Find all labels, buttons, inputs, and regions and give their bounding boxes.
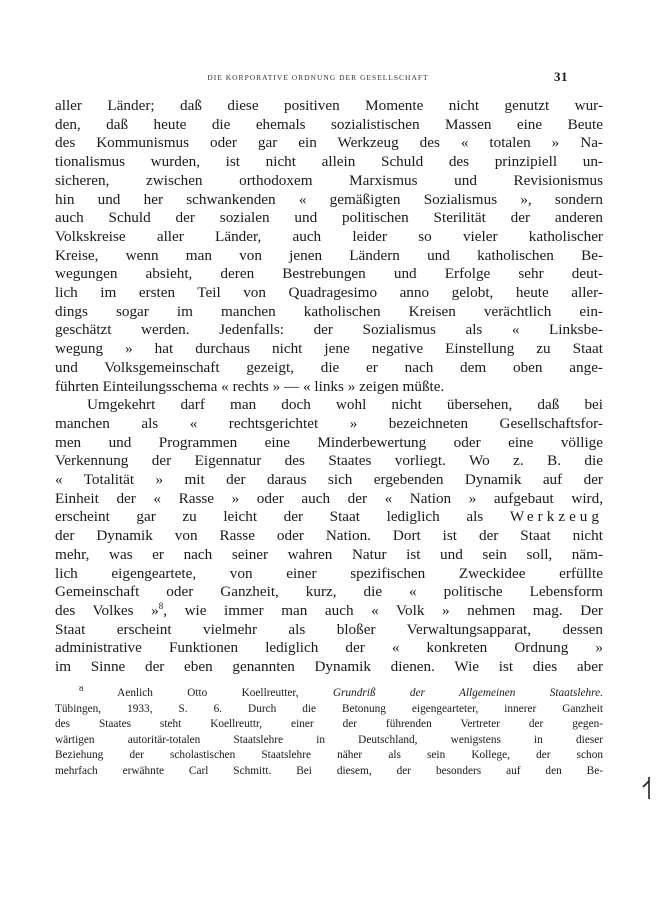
footnote-line	[55, 686, 603, 702]
footnote-marker: 8	[79, 686, 84, 694]
footnote-line: Beziehung der scholastischen Staatslehre näher als sein Kollege, der schon	[55, 749, 603, 761]
text-line: Einheit der « Rasse » oder auch der « Nation » aufgebaut wird,	[55, 489, 603, 507]
text-line: lich eigengeartete, von einer spezifischen Zweckidee erfüllte	[55, 564, 603, 582]
text-line: Volkskreise aller Länder, auch leider so vieler katholischer	[55, 227, 603, 245]
footnote-line: wärtigen autoritär-totalen Staatslehre in Deutschland, wenigstens in dieser	[55, 733, 603, 746]
text-line: mehr, was er nach seiner wahren Natur ist und sein soll, näm-	[55, 545, 603, 563]
footnote	[55, 686, 603, 779]
page-number: 31	[554, 69, 568, 84]
text-line: dings sogar im manchen katholischen Kreisen verächtlich ein-	[55, 302, 603, 320]
footnote-line: mehrfach erwähnte Carl Schmitt. Bei diesem, der besonders auf den Be-	[55, 764, 603, 777]
text-segment: , wie immer man auch « Volk » nehmen mag. Der	[163, 601, 603, 619]
text-line: Staat erscheint vielmehr als bloßer Verwaltungsapparat, dessen	[55, 620, 603, 638]
text-segment: des Volkes »	[55, 601, 159, 619]
text-line	[55, 508, 603, 527]
footnote-line: des Staates steht Koellreuttr, einer der führenden Vertreter der gegen-	[55, 718, 603, 730]
text-line: des Kommunismus oder gar ein Werkzeug des « totalen » Na-	[55, 134, 603, 152]
text-line: im Sinne der eben genannten Dynamik dienen. Wie ist dies aber	[55, 658, 603, 676]
text-line: der Dynamik von Rasse oder Nation. Dort ist der Staat nicht	[55, 527, 603, 545]
text-segment: erscheint gar zu leicht der Staat lediglich als	[55, 508, 484, 526]
text-line	[55, 602, 603, 621]
running-header: DIE KORPORATIVE ORDNUNG DER GESELLSCHAFT	[207, 73, 429, 82]
text-line: den, daß heute die ehemals sozialistischen Massen eine Beute	[55, 115, 603, 133]
text-line: tionalismus wurden, ist nicht allein Schuld des prinzipiell un-	[55, 153, 603, 171]
text-line: Verkennung der Eigennatur des Staates vorliegt. Wo z. B. die	[55, 452, 603, 470]
text-line: « Totalität » mit der daraus sich ergebenden Dynamik auf der	[55, 471, 603, 489]
text-line: manchen als « rechtsgerichtet » bezeichneten Gesellschaftsfor-	[55, 414, 603, 432]
text-line: administrative Funktionen lediglich der « konkreten Ordnung »	[55, 639, 603, 657]
footnote-line: Tübingen, 1933, S. 6. Durch die Betonung eigengearteter, innerer Ganzheit	[55, 702, 603, 715]
text-line: Gemeinschaft oder Ganzheit, kurz, die « politische Lebensform	[55, 583, 603, 601]
text-line: Umgekehrt darf man doch wohl nicht übersehen, daß bei	[87, 396, 603, 414]
text-line: hin und her schwankenden « gemäßigten Sozialismus », sondern	[55, 190, 603, 208]
text-line: lich im ersten Teil von Quadragesimo anno gelobt, heute aller-	[55, 284, 603, 302]
footnote-ref: 8	[158, 601, 164, 611]
text-line: auch Schuld der sozialen und politischen Sterilität der anderen	[55, 209, 603, 227]
spaced-word: Werkzeug	[509, 508, 603, 526]
footnote-intro: Aenlich Otto Koellreutter,	[117, 687, 299, 699]
text-line: und Volksgemeinschaft gezeigt, die er nach dem oben ange-	[55, 358, 603, 376]
text-line: wegung » hat durchaus nicht jene negative Einstellung zu Staat	[55, 340, 603, 358]
text-line: Kreise, wenn man von jenen Ländern und katholischen Be-	[55, 246, 603, 264]
text-line: aller Länder; daß diese positiven Momente nicht genutzt wur-	[55, 97, 603, 114]
text-line: geschätzt werden. Jedenfalls: der Sozialismus als « Linksbe-	[55, 321, 603, 339]
footnote-book-title: Grundriß der Allgemeinen Staatslehre.	[332, 687, 603, 699]
text-line: führten Einteilungsschema « rechts » — « links » zeigen müßte.	[55, 377, 445, 395]
text-line: sicheren, zwischen orthodoxem Marxismus und Revisionismus	[55, 171, 603, 189]
text-line: men und Programmen eine Minderbewertung oder eine völlige	[55, 433, 603, 451]
scan-margin-mark	[639, 775, 653, 803]
body-text	[55, 97, 603, 677]
text-line: wegungen absieht, deren Bestrebungen und Erfolge sehr deut-	[55, 265, 603, 283]
